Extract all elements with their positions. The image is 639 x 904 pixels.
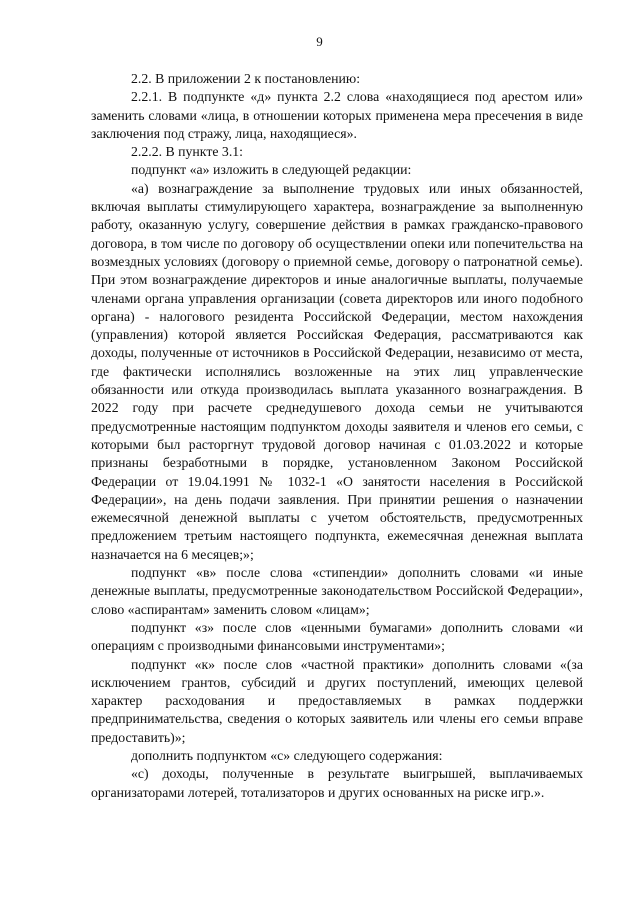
paragraph-2-2-1: 2.2.1. В подпункте «д» пункта 2.2 слова «находящиеся под арестом или» заменить словами «лица, в отношении которых применена мера пресечения в виде заключения под стражу, лица, находящиеся». <box>91 89 583 141</box>
paragraph-subpoint-s-intro: дополнить подпунктом «с» следующего содержания: <box>131 747 443 763</box>
paragraph-subpoint-v: подпункт «в» после слова «стипендии» дополнить словами «и иные денежные выплаты, предусмотренные законодательством Российской Федерации», слово «аспирантам» заменить словом «лицам»; <box>91 565 583 617</box>
page-number: 9 <box>316 34 323 49</box>
paragraph-2-2: 2.2. В приложении 2 к постановлению: <box>131 71 361 86</box>
paragraph-2-2-2: 2.2.2. В пункте 3.1: <box>131 144 244 160</box>
paragraph-subpoint-a-text: «а) вознаграждение за выполнение трудовых или иных обязанностей, включая выплаты стимулирующего характера, вознаграждение за выполненную работу, оказанную услугу, совершение действия в рамках гражданско-правового договора, в том числе по договору об осуществлении опеки или попечительства на возмездных условиях (договору о приемной семье, договору о патронатной семье). При этом вознаграждение директоров и иные аналогичные выплаты, получаемые членами органа управления организации (совета директоров или иного подобного органа) - налогового резидента Российской Федерации, местом нахождения (управления) которой является Российская Федерация, рассматриваются как доходы, полученные от источников в Российской Федерации, независимо от места, где фактически исполнялись возложенные на этих лиц управленческие обязанности или откуда производилась выплата указанного вознаграждения. В 2022 году при расчете среднедушевого дохода семьи не учитываются предусмотренные настоящим подпунктом доходы заявителя и членов его семьи, с которыми был расторгнут трудовой договор начиная с 01.03.2022 и которые признаны безработными в порядке, установленном Законом Российской Федерации от 19.04.1991 № 1032-1 «О занятости населения в Российской Федерации», на день подачи заявления. При принятии решения о назначении ежемесячной денежной выплаты с учетом обстоятельств, предусмотренных предложением третьим настоящего подпункта, ежемесячная денежная выплата назначается на 6 месяцев;»; <box>91 180 583 562</box>
paragraph-subpoint-z: подпункт «з» после слов «ценными бумагами» дополнить словами «и операциям с производными финансовыми инструментами»; <box>91 619 583 654</box>
document-body <box>91 70 583 802</box>
paragraph-subpoint-a-intro: подпункт «а» изложить в следующей редакции: <box>131 162 412 178</box>
paragraph-subpoint-k: подпункт «к» после слов «частной практики» дополнить словами «(за исключением грантов, субсидий и других поступлений, имеющих целевой характер расходования и предоставляемых в рамках поддержки предпринимательства, сведения о которых заявитель или члены его семьи вправе предоставить)»; <box>91 656 583 745</box>
paragraph-subpoint-s-text: «с) доходы, полученные в результате выигрышей, выплачиваемых организаторами лотерей, тотализаторов и других основанных на риске игр.». <box>91 766 583 800</box>
